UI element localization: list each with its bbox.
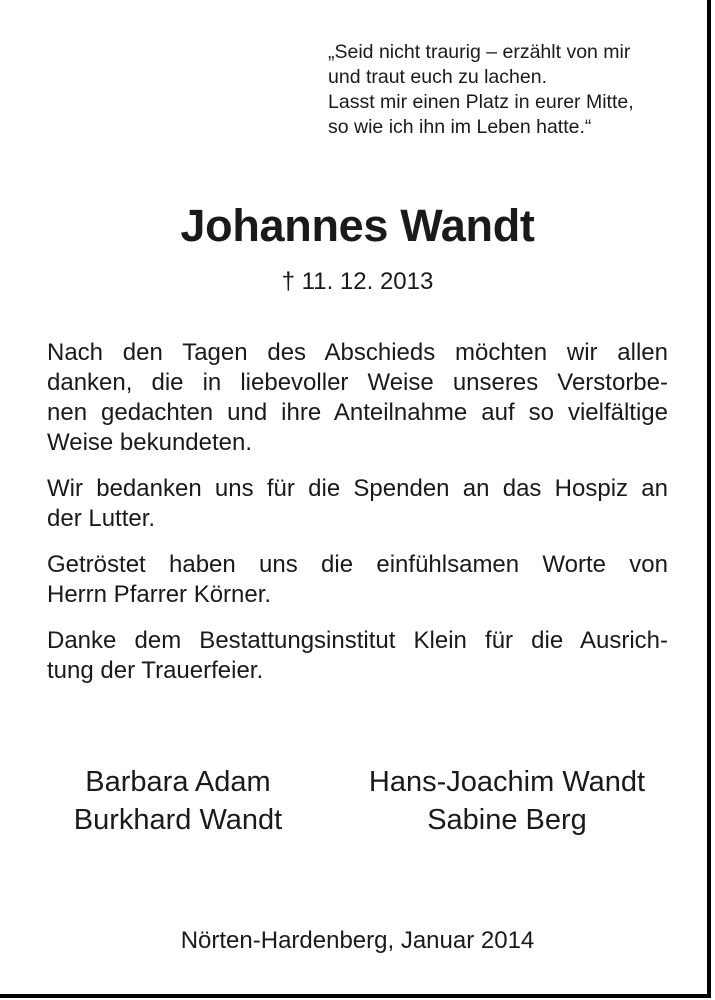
text-line: Danke dem Bestattungsinstitut Klein für die Ausrich- <box>47 627 668 654</box>
thank-you-text <box>47 338 668 702</box>
quote-line: „Seid nicht traurig – erzählt von mir <box>328 41 631 63</box>
death-date: † 11. 12. 2013 <box>281 268 434 295</box>
quote-line: so wie ich ihn im Leben hatte.“ <box>328 116 592 138</box>
text-line: danken, die in liebevoller Weise unseres Verstorbe- <box>47 369 668 396</box>
paragraph <box>47 550 668 610</box>
signer-name: Barbara Adam <box>85 766 271 798</box>
text-line: nen gedachten und ihre Anteilnahme auf so vielfältige <box>47 399 668 426</box>
text-line: Herrn Pfarrer Körner. <box>47 581 272 608</box>
text-line: Getröstet haben uns die einfühlsamen Worte von <box>47 551 668 578</box>
text-line: Wir bedanken uns für die Spenden an das Hospiz an <box>47 475 668 502</box>
text-line: Nach den Tagen des Abschieds möchten wir allen <box>47 339 668 366</box>
signers-left-column <box>38 763 318 839</box>
quote-block <box>328 40 688 140</box>
deceased-name: Johannes Wandt <box>180 200 535 251</box>
paragraph <box>47 626 668 686</box>
paragraph <box>47 474 668 534</box>
quote-line: Lasst mir einen Platz in eurer Mitte, <box>328 91 634 113</box>
text-line: tung der Trauerfeier. <box>47 657 264 684</box>
signer-name: Burkhard Wandt <box>73 804 283 836</box>
place-and-date: Nörten-Hardenberg, Januar 2014 <box>180 927 535 954</box>
quote-line: und traut euch zu lachen. <box>328 66 547 88</box>
signers-right-column <box>337 763 677 839</box>
text-line: Weise bekundeten. <box>47 429 253 456</box>
signer-name: Sabine Berg <box>427 804 587 836</box>
signer-name: Hans-Joachim Wandt <box>368 766 646 798</box>
paragraph <box>47 338 668 458</box>
text-line: der Lutter. <box>47 505 156 532</box>
